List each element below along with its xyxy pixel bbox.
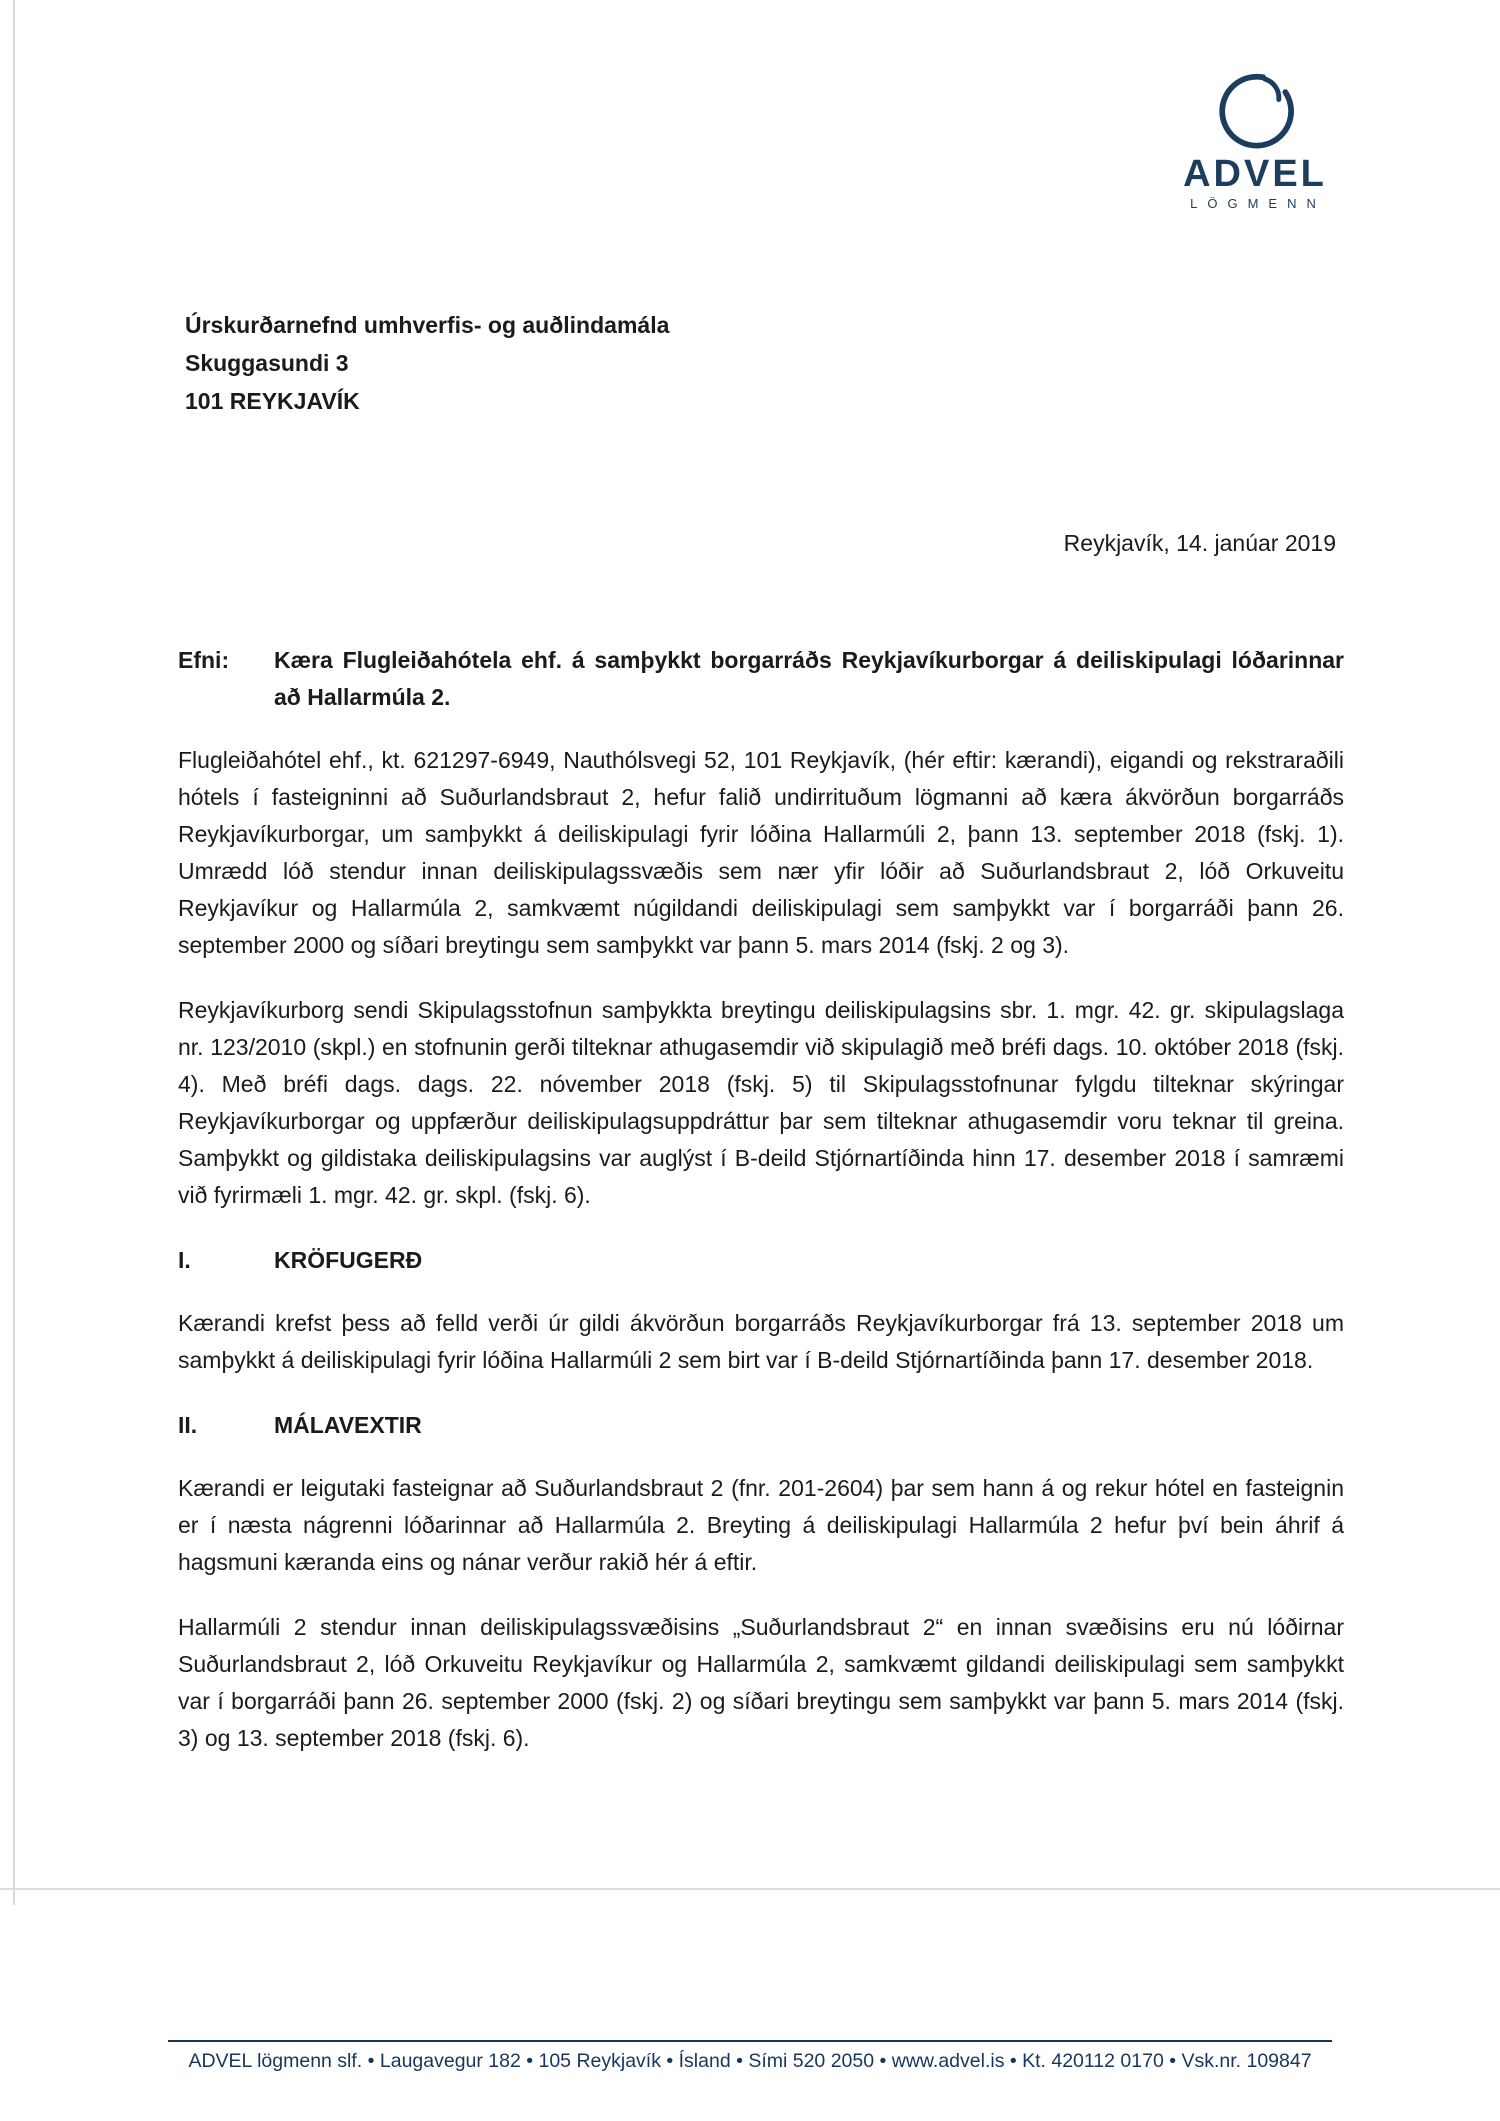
subject-row	[178, 642, 1344, 716]
recipient-line: Skuggasundi 3	[185, 350, 349, 376]
body-paragraph: Kærandi krefst þess að felld verði úr gildi ákvörðun borgarráðs Reykjavíkurborgar frá 13. september 2018 um samþykkt á deiliskipulagi fyrir lóðina Hallarmúli 2 sem birt var í B-deild Stjórnartíðinda þann 17. desember 2018.	[178, 1310, 1344, 1373]
section-heading-2	[178, 1407, 1344, 1444]
subject-text: Kæra Flugleiðahótela ehf. á samþykkt borgarráðs Reykjavíkurborgar á deiliskipulagi lóðarinnar að Hallarmúla 2.	[274, 647, 1344, 710]
section-heading-1	[178, 1242, 1344, 1279]
subject-label: Efni:	[178, 647, 230, 673]
recipient-block	[185, 306, 669, 420]
advel-logo	[1152, 70, 1358, 211]
section-title: KRÖFUGERÐ	[274, 1247, 423, 1273]
section-numeral: II.	[178, 1412, 198, 1438]
advel-logo-icon	[1214, 70, 1296, 152]
body-paragraph: Reykjavíkurborg sendi Skipulagsstofnun samþykkta breytingu deiliskipulagsins sbr. 1. mgr. 42. gr. skipulagslaga nr. 123/2010 (skpl.) en stofnunin gerði tilteknar athugasemdir við skipulagið með bréfi dags. 10. október 2018 (fskj. 4). Með bréfi dags. dags. 22. nóvember 2018 (fskj. 5) til Skipulagsstofnunar fylgdu tilteknar skýringar Reykjavíkurborgar og uppfærður deiliskipulagsuppdráttur þar sem tilteknar athugasemdir voru teknar til greina. Samþykkt og gildistaka deiliskipulagsins var auglýst í B-deild Stjórnartíðinda hinn 17. desember 2018 í samræmi við fyrirmæli 1. mgr. 42. gr. skpl. (fskj. 6).	[178, 997, 1344, 1208]
recipient-line: Úrskurðarnefnd umhverfis- og auðlindamála	[185, 312, 670, 338]
recipient-line: 101 REYKJAVÍK	[185, 388, 360, 414]
logo-name: ADVEL	[1183, 153, 1327, 195]
section-numeral: I.	[178, 1247, 191, 1273]
body-paragraph: Flugleiðahótel ehf., kt. 621297-6949, Nauthólsvegi 52, 101 Reykjavík, (hér eftir: kærandi), eigandi og rekstraraðili hótels í fasteigninni að Suðurlandsbraut 2, hefur falið undirrituðum lögmanni að kæra ákvörðun borgarráðs Reykjavíkurborgar, um samþykkt á deiliskipulagi fyrir lóðina Hallarmúli 2, þann 13. september 2018 (fskj. 1). Umrædd lóð stendur innan deiliskipulagssvæðis sem nær yfir lóðir að Suðurlandsbraut 2, lóð Orkuveitu Reykjavíkur og Hallarmúla 2, samkvæmt núgildandi deiliskipulagi sem samþykkt var í borgarráði þann 26. september 2000 og síðari breytingu sem samþykkt var þann 5. mars 2014 (fskj. 2 og 3).	[178, 747, 1344, 958]
scan-artifact-horizontal-line	[0, 1888, 1500, 1890]
letter-footer	[168, 2040, 1332, 2073]
footer-text: ADVEL lögmenn slf. • Laugavegur 182 • 105 Reykjavík • Ísland • Sími 520 2050 • www.advel.is • Kt. 420112 0170 • Vsk.nr. 109847	[188, 2050, 1312, 2072]
scan-artifact-vertical-line	[13, 0, 15, 1905]
logo-subtitle: LÖGMENN	[1190, 196, 1326, 211]
body-paragraph: Hallarmúli 2 stendur innan deiliskipulagssvæðisins „Suðurlandsbraut 2“ en innan svæðisins eru nú lóðirnar Suðurlandsbraut 2, lóð Orkuveitu Reykjavíkur og Hallarmúla 2, samkvæmt gildandi deiliskipulagi sem samþykkt var í borgarráði þann 26. september 2000 (fskj. 2) og síðari breytingu sem samþykkt var þann 5. mars 2014 (fskj. 3) og 13. september 2018 (fskj. 6).	[178, 1614, 1344, 1751]
section-title: MÁLAVEXTIR	[274, 1412, 422, 1438]
body-paragraph: Kærandi er leigutaki fasteignar að Suðurlandsbraut 2 (fnr. 201-2604) þar sem hann á og rekur hótel en fasteignin er í næsta nágrenni lóðarinnar að Hallarmúla 2. Breyting á deiliskipulagi Hallarmúla 2 hefur því bein áhrif á hagsmuni kæranda eins og nánar verður rakið hér á eftir.	[178, 1475, 1344, 1575]
letter-body	[178, 642, 1344, 1785]
date-line: Reykjavík, 14. janúar 2019	[1063, 530, 1336, 556]
